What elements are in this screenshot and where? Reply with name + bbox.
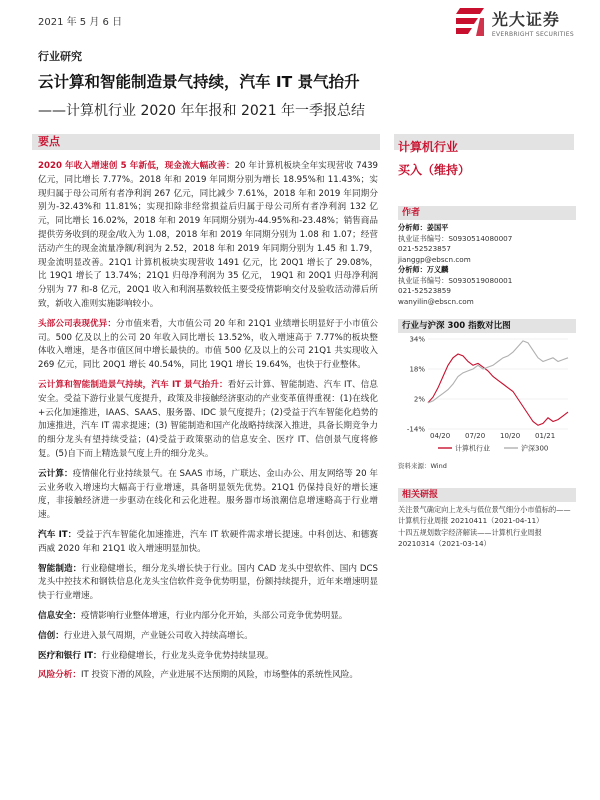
report-date: 2021 年 5 月 6 日 [38, 17, 123, 28]
chart-x-tick-label: 04/20 [430, 432, 451, 440]
para-text: 看好云计算、智能制造、汽车 IT、信息安全。受益下游行业景气度提升，政策及非接触经济驱动的产业变革值得重视：(1)在线化+云化加速推进，IAAS、SAAS、服务器、IDC 景气度提升；(2)受益于汽车智能化趋势的加速推进，汽车 IT 需求提速；(3) 智能制造和国产化战略持续深入推进，具备长期竞争力的细分龙头有望持续受益；(4)受益于政策驱动的信息安全、医疗 IT、信创景气度将修复。(5)自下而上精选景气度上升的细分龙头。 [38, 379, 378, 459]
analyst-name: 万义麟 [426, 265, 449, 274]
para-text: IT 投资下滑的风险，产业进展不达预期的风险，市场整体的系统性风险。 [80, 670, 358, 681]
para-lead: 医疗和银行 IT： [38, 650, 102, 661]
chart-series-line [428, 354, 568, 425]
analyst-cert: 执业证书编号：S0930519080001 [398, 275, 513, 285]
chart-source: 资料来源：Wind [398, 462, 447, 470]
para-lead: 头部公司表现优异： [38, 318, 117, 329]
para-lead: 云计算和智能制造景气持续，汽车 IT 景气抬升： [38, 379, 228, 390]
summary-header-bar [32, 134, 380, 150]
para-lead: 信创： [38, 630, 64, 641]
para-text: 行业稳健增长，行业龙头竞争优势持续显现。 [101, 650, 274, 661]
para-auto-it [38, 529, 378, 557]
brand-logo [454, 6, 574, 38]
report-subtitle: ——计算机行业 2020 年年报和 2021 年一季报总结 [38, 103, 366, 119]
para-text: 疫情催化行业持续景气。在 SAAS 市场，广联达、金山办公、用友网络等 20 年云业务收入增速均大幅高于行业增速，具备明显领先优势。21Q1 仍保持良好的增长速度，非接触经济进一步驱动在线化和云化进程。服务器市场浪潮信息增速略高于行业增速。 [38, 468, 378, 521]
para-medical-bank-it [38, 650, 378, 664]
analyst-role: 分析师： [398, 265, 427, 274]
analyst-email[interactable]: wanyilin@ebscn.com [398, 296, 474, 306]
para-risk [38, 669, 378, 683]
para-lead: 2020 年收入增速创 5 年新低，现金流大幅改善： [38, 161, 235, 171]
chart-y-tick-label: 2% [413, 395, 425, 404]
analyst-phone: 021-52523859 [398, 286, 451, 295]
summary-section-label: 要点 [38, 135, 60, 148]
para-text: 行业进入景气周期，产业链公司收入持续高增长。 [63, 630, 253, 641]
para-revenue [38, 160, 378, 312]
analyst-name: 姜国平 [426, 223, 449, 232]
para-lead: 智能制造： [38, 563, 82, 574]
para-text: 分市值来看，大市值公司 20 年和 21Q1 业绩增长明显好于小市值公司。500 亿及以上的公司 20 年收入同比增长 13.52%，收入增速高于 7.77%的板块整体收入增速，是各市值区间中增长最快的。市值 500 亿及以上的公司 21Q1 共实现收入 269 亿元，同比 20Q1 增长 40.54%，同比 19Q1 增长 19.64%，也快于行业整体。 [38, 318, 378, 371]
rating-value: 买入（维持） [398, 163, 471, 177]
para-cloud [38, 468, 378, 523]
analyst-2 [398, 265, 576, 307]
para-info-security [38, 610, 378, 624]
report-category: 行业研究 [38, 50, 82, 63]
para-lead: 风险分析： [38, 670, 81, 681]
logo-chinese-name: 光大证券 [491, 9, 560, 29]
chart-x-tick-label: 07/20 [465, 432, 486, 440]
report-title: 云计算和智能制造景气持续，汽车 IT 景气抬升 [38, 73, 360, 91]
analyst-email[interactable]: jianggp@ebscn.com [398, 254, 471, 264]
chart-y-tick-label: 34% [409, 335, 425, 344]
logo-english-name: EVERBRIGHT SECURITIES [491, 30, 574, 38]
para-text: 受益于汽车智能化加速推进，汽车 IT 软硬件需求增长提速。中科创达、和德赛西威 2020 年和 21Q1 收入增速明显加快。 [38, 529, 378, 554]
chart-y-tick-label: 18% [409, 365, 425, 374]
para-text: 行业稳健增长，细分龙头增长快于行业。国内 CAD 龙头中望软件、国内 DCS 龙头中控技术和钢铁信息化龙头宝信软件竞争优势明显，份额持续提升，近年来增速明显快于行业增速。 [38, 563, 378, 602]
author-section-header: 作者 [398, 206, 576, 220]
related-report-link[interactable]: 十四五规划数字经济解读——计算机行业周报 20210314（2021-03-14） [398, 528, 542, 548]
rating-industry: 计算机行业 [398, 140, 459, 154]
para-text: 疫情影响行业整体增速，行业内部分化开始，头部公司竞争优势明显。 [80, 610, 348, 621]
chart-x-tick-label: 01/21 [535, 432, 556, 440]
summary-body [38, 160, 378, 689]
logo-mark-icon [454, 6, 486, 38]
chart-legend-label: 沪深300 [521, 444, 549, 453]
para-top-companies [38, 318, 378, 373]
chart-y-tick-label: -14% [406, 425, 425, 434]
chart-legend-label: 计算机行业 [455, 444, 490, 453]
analyst-1 [398, 223, 576, 265]
chart-series-line [428, 341, 568, 403]
para-outlook [38, 379, 378, 462]
para-lead: 云计算： [38, 468, 73, 479]
analyst-role: 分析师： [398, 223, 427, 232]
para-smart-manufacturing [38, 563, 378, 604]
para-text: 20 年计算机板块全年实现营收 7439 亿元，同比增长 7.77%。2018 年和 2019 年同期分别为增长 18.95%和 11.43%；实现归属于母公司所有者净利润 267 亿元，同比减少 7.61%，2018 年和 2019 年同期分别为-32.43%和 11.81%；实现扣除非经常损益后归属于母公司所有者净利润 132 亿元，同比增长 16.02%，2018 年和 2019 年同期分别为-44.95%和-23.48%；销售商品提供劳务收到的现金/收入为 1.08，2018 年和 2019 年同期分别为 1.08 和 1.07；经营活动产生的现金流量净额/利润为 2.52，2018 年和 2019 年同期分别为 1.45 和 1.79，现金流明显改善。21Q1 计算机板块实现营收 1491 亿元，比 20Q1 增长了 29.08%，比 19Q1 增长了 13.74%；21Q1 归母净利润为 35 亿元， 19Q1 和 20Q1 归母净利润分别为 77 和-8 亿元，20Q1 收入和利润基数较低主要受疫情影响交付及验收活动滞后所致，新收入准则实施影响较小。 [38, 161, 379, 309]
chart-x-tick-label: 10/20 [500, 432, 521, 440]
para-xinchuang [38, 630, 378, 644]
performance-chart [398, 333, 576, 455]
para-lead: 信息安全： [38, 610, 81, 621]
chart-section-header: 行业与沪深 300 指数对比图 [398, 319, 576, 333]
analyst-phone: 021-52523857 [398, 244, 451, 253]
para-lead: 汽车 IT： [38, 529, 77, 540]
report-sidebar [398, 138, 576, 549]
related-section-header: 相关研报 [398, 488, 576, 502]
related-report-link[interactable]: 关注景气确定向上龙头与低位景气细分小市值标的——计算机行业周报 20210411（2021-04-11） [398, 505, 571, 525]
related-reports [398, 505, 576, 549]
analyst-cert: 执业证书编号：S0930514080007 [398, 233, 513, 243]
